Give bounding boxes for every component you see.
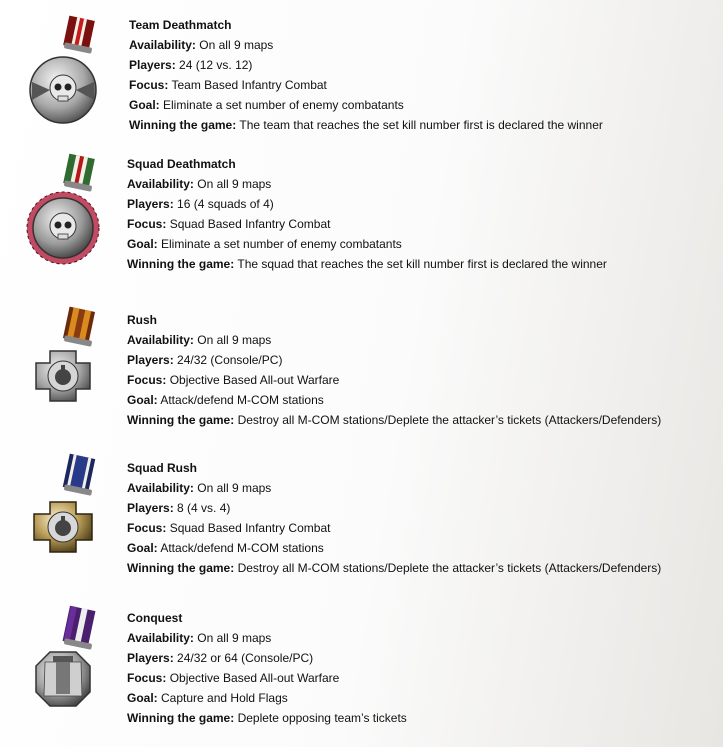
mode-title: Conquest — [127, 611, 183, 625]
skull-wings-medal-icon — [20, 12, 106, 132]
players-label: Players: — [127, 501, 174, 515]
goal-label: Goal: — [127, 541, 158, 555]
goal-label: Goal: — [127, 237, 158, 251]
cross-bomb-medal-icon — [20, 303, 106, 423]
availability-value: On all 9 maps — [199, 38, 274, 52]
spiked-skull-medal-icon — [20, 150, 106, 270]
focus-label: Focus: — [127, 217, 167, 231]
winning-label: Winning the game: — [127, 561, 235, 575]
mode-info — [127, 608, 407, 728]
focus-row — [127, 518, 661, 538]
availability-value: On all 9 maps — [197, 177, 272, 191]
mode-info — [129, 15, 603, 135]
goal-row — [127, 390, 661, 410]
mode-info — [127, 310, 661, 430]
goal-label: Goal: — [129, 98, 160, 112]
players-value: 24/32 (Console/PC) — [177, 353, 283, 367]
focus-label: Focus: — [127, 671, 167, 685]
availability-label: Availability: — [127, 481, 194, 495]
winning-row — [129, 115, 603, 135]
players-row — [127, 194, 607, 214]
game-mode-team-deathmatch — [0, 12, 723, 142]
players-value: 16 (4 squads of 4) — [177, 197, 274, 211]
availability-row — [127, 174, 607, 194]
focus-value: Objective Based All-out Warfare — [169, 373, 340, 387]
focus-label: Focus: — [127, 373, 167, 387]
winning-value: Destroy all M-COM stations/Deplete the attacker’s tickets (Attackers/Defenders) — [237, 561, 662, 575]
availability-row — [129, 35, 603, 55]
availability-label: Availability: — [127, 177, 194, 191]
goal-value: Eliminate a set number of enemy combatants — [161, 237, 402, 251]
winning-row — [127, 558, 661, 578]
focus-label: Focus: — [129, 78, 169, 92]
mode-info — [127, 458, 661, 578]
octagon-tower-medal-icon — [20, 604, 106, 724]
winning-label: Winning the game: — [127, 257, 235, 271]
winning-row — [127, 254, 607, 274]
goal-row — [127, 538, 661, 558]
players-label: Players: — [127, 197, 174, 211]
game-mode-conquest — [0, 604, 723, 734]
goal-value: Capture and Hold Flags — [161, 691, 288, 705]
availability-value: On all 9 maps — [197, 631, 272, 645]
goal-value: Attack/defend M-COM stations — [160, 393, 324, 407]
focus-row — [127, 668, 407, 688]
game-mode-rush — [0, 303, 723, 433]
focus-row — [127, 370, 661, 390]
winning-value: The squad that reaches the set kill number first is declared the winner — [237, 257, 607, 271]
winning-value: Destroy all M-COM stations/Deplete the attacker’s tickets (Attackers/Defenders) — [237, 413, 662, 427]
availability-row — [127, 628, 407, 648]
players-label: Players: — [127, 353, 174, 367]
players-value: 24 (12 vs. 12) — [179, 58, 253, 72]
availability-value: On all 9 maps — [197, 481, 272, 495]
focus-value: Objective Based All-out Warfare — [169, 671, 340, 685]
players-row — [127, 648, 407, 668]
winning-value: Deplete opposing team’s tickets — [237, 711, 407, 725]
players-label: Players: — [129, 58, 176, 72]
focus-value: Team Based Infantry Combat — [171, 78, 327, 92]
mode-title: Rush — [127, 313, 157, 327]
goal-row — [129, 95, 603, 115]
focus-value: Squad Based Infantry Combat — [169, 217, 331, 231]
winning-label: Winning the game: — [127, 711, 235, 725]
winning-row — [127, 708, 407, 728]
game-mode-squad-deathmatch — [0, 150, 723, 280]
players-row — [127, 498, 661, 518]
mode-title: Team Deathmatch — [129, 18, 232, 32]
game-mode-squad-rush — [0, 452, 723, 582]
availability-value: On all 9 maps — [197, 333, 272, 347]
mode-info — [127, 154, 607, 274]
goal-label: Goal: — [127, 691, 158, 705]
players-value: 24/32 or 64 (Console/PC) — [177, 651, 314, 665]
focus-label: Focus: — [127, 521, 167, 535]
players-value: 8 (4 vs. 4) — [177, 501, 231, 515]
goal-row — [127, 234, 607, 254]
goal-value: Attack/defend M-COM stations — [160, 541, 324, 555]
goal-row — [127, 688, 407, 708]
focus-row — [129, 75, 603, 95]
winning-label: Winning the game: — [127, 413, 235, 427]
winning-row — [127, 410, 661, 430]
winning-value: The team that reaches the set kill number first is declared the winner — [239, 118, 603, 132]
availability-label: Availability: — [129, 38, 196, 52]
players-row — [127, 350, 661, 370]
mode-title: Squad Rush — [127, 461, 198, 475]
focus-value: Squad Based Infantry Combat — [169, 521, 331, 535]
availability-label: Availability: — [127, 333, 194, 347]
gold-cross-medal-icon — [20, 452, 106, 572]
players-label: Players: — [127, 651, 174, 665]
goal-label: Goal: — [127, 393, 158, 407]
availability-row — [127, 330, 661, 350]
goal-value: Eliminate a set number of enemy combatants — [163, 98, 404, 112]
winning-label: Winning the game: — [129, 118, 237, 132]
players-row — [129, 55, 603, 75]
availability-label: Availability: — [127, 631, 194, 645]
mode-title: Squad Deathmatch — [127, 157, 236, 171]
focus-row — [127, 214, 607, 234]
availability-row — [127, 478, 661, 498]
